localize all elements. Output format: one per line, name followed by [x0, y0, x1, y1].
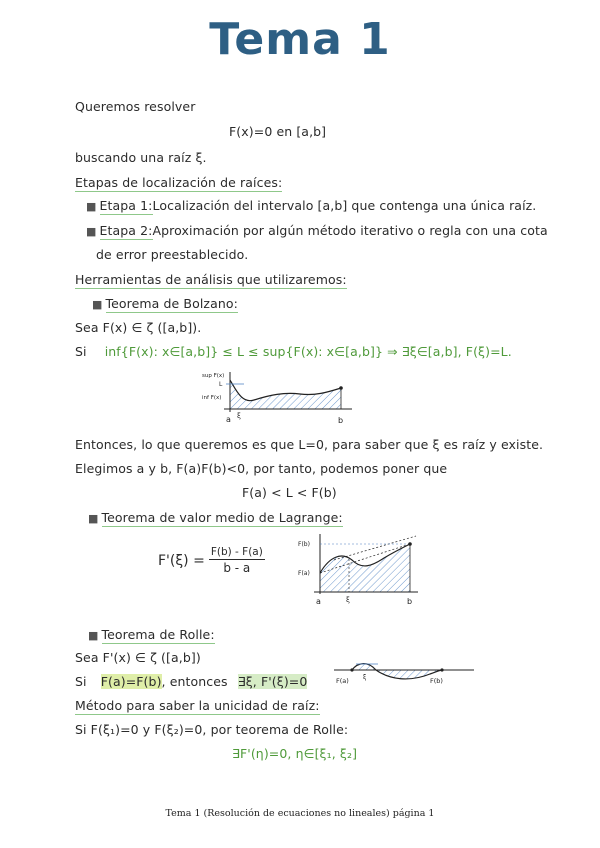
etapa-2-label: Etapa 2: [99, 223, 153, 238]
bolzano-end-point [339, 386, 343, 390]
etapa-1-text: Localización del intervalo [a,b] que contenga una única raíz. [152, 198, 537, 213]
rolle-si: Si [75, 674, 87, 689]
bolzano-L-label: L [219, 381, 223, 388]
unicidad-heading-text: Método para saber la unicidad de raíz: [75, 698, 320, 713]
bolzano-b-label: b [338, 416, 344, 425]
intro-line-1: Queremos resolver [75, 99, 196, 114]
bolzano-a-label: a [226, 415, 231, 424]
bolzano-inf-label: inf F(x) [202, 395, 222, 401]
lagrange-a-label: a [316, 597, 321, 606]
page-footer: Tema 1 (Resolución de ecuaciones no lineales) página 1 [165, 808, 435, 819]
rolle-line-2-rest: , entonces [161, 674, 228, 689]
lagrange-formula-lhs: F'(ξ) = [158, 552, 205, 569]
lagrange-fa-label: F(a) [298, 570, 310, 577]
bullet-icon: ■ [86, 225, 97, 238]
lagrange-end-point [408, 542, 412, 546]
bolzano-si: Si [75, 344, 87, 359]
lagrange-formula-num: F(b) - F(a) [210, 546, 263, 558]
rolle-end-point [440, 668, 443, 671]
herramientas-heading-text: Herramientas de análisis que utilizaremos: [75, 272, 347, 287]
bolzano-condition: inf{F(x): x∈[a,b]} ≤ L ≤ sup{F(x): x∈[a,b]} ⇒ ∃ξ∈[a,b], F(ξ)=L. [104, 344, 512, 359]
rolle-condition: F(a)=F(b) [100, 674, 162, 689]
lagrange-heading-text: Teorema de valor medio de Lagrange: [101, 510, 343, 525]
rolle-graph [330, 656, 476, 690]
bolzano-xi-label: ξ [237, 412, 241, 420]
rolle-line-1: Sea F'(x) ∈ ζ ([a,b]) [75, 650, 201, 665]
bolzano-heading-text: Teorema de Bolzano: [105, 296, 238, 311]
etapa-2-item [86, 223, 548, 238]
bullet-icon: ■ [88, 629, 99, 642]
etapa-1-item [86, 198, 536, 213]
intro-line-2: buscando una raíz ξ. [75, 150, 207, 165]
unicidad-heading [75, 698, 320, 713]
rolle-heading-text: Teorema de Rolle: [101, 627, 215, 642]
bullet-icon: ■ [92, 298, 103, 311]
intro-equation: F(x)=0 en [a,b] [229, 124, 327, 139]
bolzano-hatched-area [230, 380, 341, 409]
etapas-heading-text: Etapas de localización de raíces: [75, 175, 283, 190]
etapas-heading [75, 175, 282, 190]
bolzano-condition-line [75, 344, 512, 359]
bolzano-graph [200, 368, 360, 430]
rolle-fa-label: F(a) [336, 677, 349, 685]
rolle-start-point [350, 668, 353, 671]
unicidad-line-1: Si F(ξ₁)=0 y F(ξ₂)=0, por teorema de Rolle: [75, 722, 349, 737]
etapa-1-label: Etapa 1: [99, 198, 153, 213]
rolle-xi-label: ξ [363, 674, 367, 681]
bolzano-after-1: Entonces, lo que queremos es que L=0, para saber que ξ es raíz y existe. [75, 437, 544, 452]
rolle-result: ∃ξ, F'(ξ)=0 [237, 674, 308, 689]
page-title: Tema 1 [209, 14, 391, 65]
lagrange-heading [88, 510, 343, 525]
bolzano-after-2: Elegimos a y b, F(a)F(b)<0, por tanto, podemos poner que [75, 461, 448, 476]
lagrange-fb-label: F(b) [298, 541, 310, 548]
lagrange-fraction [209, 546, 265, 575]
rolle-heading [88, 627, 215, 642]
etapa-2-text-b: de error preestablecido. [96, 247, 249, 262]
herramientas-heading [75, 272, 347, 287]
bolzano-heading [92, 296, 238, 311]
rolle-line-2 [75, 674, 307, 689]
lagrange-xi-label: ξ [346, 596, 350, 604]
lagrange-formula [158, 546, 265, 575]
bolzano-after-3: F(a) < L < F(b) [242, 485, 337, 500]
bolzano-sup-label: sup F(x) [202, 373, 225, 379]
lagrange-b-label: b [407, 597, 413, 606]
rolle-fb-label: F(b) [430, 677, 443, 685]
lagrange-formula-den: b - a [223, 561, 251, 575]
bullet-icon: ■ [88, 512, 99, 525]
lagrange-graph [298, 532, 422, 608]
bolzano-line-1: Sea F(x) ∈ ζ ([a,b]). [75, 320, 202, 335]
bullet-icon: ■ [86, 200, 97, 213]
etapa-2-text-a: Aproximación por algún método iterativo o regla con una cota [152, 223, 548, 238]
unicidad-result: ∃F'(η)=0, η∈[ξ₁, ξ₂] [232, 746, 358, 761]
